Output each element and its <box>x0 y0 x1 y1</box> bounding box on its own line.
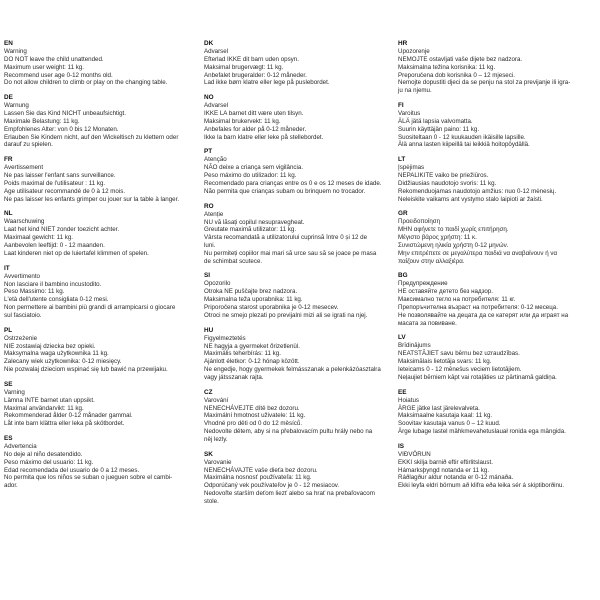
language-code: EE <box>398 388 407 396</box>
warning-title: Advarsel <box>204 48 229 55</box>
warning-title: Предупреждение <box>398 280 448 288</box>
language-code: SK <box>204 450 213 458</box>
warning-line: НЕ оставяйте детето без надзор. <box>398 288 493 296</box>
warning-block-de <box>4 94 196 149</box>
warning-line: ju na njemu. <box>398 87 432 95</box>
warning-line: Neļaujiet bērniem kāpt vai rotaļāties uz pārtinamā galdiņa. <box>398 373 557 381</box>
warning-line: ΜΗΝ αφήνετε το παιδί χωρίς επιτήρηση. <box>398 226 509 234</box>
warning-line: NENECHÁVAJTE vaše dieťa bez dozoru. <box>204 466 318 474</box>
warning-line: Maximaal gewicht: 11 kg. <box>4 234 74 242</box>
warning-line: Age utilisateur recommandé de 0 à 12 mois. <box>4 187 126 195</box>
warning-line: Ärge lubage lastel mähkmevahetuslauał ronida ega mängida. <box>398 427 566 435</box>
warning-title: Varning <box>4 388 25 396</box>
warning-line: Neleiskite vaikams ant vystymo stalo laipioti ar žaisti. <box>398 195 543 203</box>
warning-line: Maksimalna teža uporabnika: 11 kg. <box>204 296 303 304</box>
warning-line: Maximálna nosnosť používateľa: 11 kg. <box>204 474 312 482</box>
warning-line: Priporočena starost uporabnika je 0-12 mesecev. <box>204 303 339 311</box>
warning-line: Preporučena dob korisnika 0 – 12 mjeseci. <box>398 71 515 79</box>
language-code: FI <box>398 101 404 109</box>
warning-line: NEMOJTE ostavljati vaše dijete bez nadzora. <box>398 56 523 63</box>
warning-line: Vhodné pro děti od 0 do 12 měsíců. <box>204 420 303 428</box>
language-code: BG <box>398 272 408 280</box>
language-code: EN <box>4 40 13 47</box>
column-middle <box>204 40 388 512</box>
warning-line: Älä anna lasten kiipeillä tai leikkiä hoitopöydällä. <box>398 141 530 149</box>
warning-line: Otroka NE puščajte brez nadzora. <box>204 288 298 296</box>
warning-line: Hámarksþyngd notanda er 11 kg. <box>398 466 490 474</box>
warning-line: sul fasciatoio. <box>4 311 42 319</box>
warning-title: Hoiatus <box>398 396 419 404</box>
warning-line: Aanbevolen leeftijd: 0 - 12 maanden. <box>4 241 105 249</box>
language-code: SI <box>204 272 211 280</box>
warning-title: Waarschuwing <box>4 218 45 226</box>
warning-line: ador. <box>4 482 18 490</box>
warning-line: Non permettere ai bambini più grandi di arrampicarsi o giocare <box>4 303 176 311</box>
warning-title: Varování <box>204 396 229 404</box>
warning-line: Lämna INTE barnet utan uppsikt. <box>4 396 95 404</box>
warning-title: Advarsel <box>204 102 229 110</box>
warning-line: ÄLÄ jätä lapsia valvomatta. <box>398 117 473 125</box>
warning-title: Varoitus <box>398 109 421 117</box>
warning-line: Maksimalna težina korisnika: 11 kg. <box>398 63 496 71</box>
language-code: ES <box>4 434 13 442</box>
warning-title: Atenção <box>204 156 227 164</box>
warning-block-pl <box>4 327 196 374</box>
warning-block-es <box>4 435 196 490</box>
warning-line: něj lezly. <box>204 435 228 443</box>
warning-line: Препоръчителна възраст на потребителя: 0-12 месеца. <box>398 303 558 311</box>
warning-title: Προειδοποίηση <box>398 218 441 226</box>
warning-line: Ajánlott életkor: 0-12 hónap között. <box>204 358 300 366</box>
warning-title: Figyelmeztetés <box>204 334 246 342</box>
warning-line: L'età dell'utente consigliata 0-12 mesi. <box>4 296 109 304</box>
warning-block-it <box>4 265 196 320</box>
warning-line: Recommend user age 0-12 months old. <box>4 71 113 79</box>
warning-line: Erlauben Sie Kindern nicht, auf den Wickeltisch zu klettern oder <box>4 133 179 141</box>
warning-line: Efterlad IKKE dit barn uden opsyn. <box>204 56 299 63</box>
language-code: FR <box>4 156 13 164</box>
warning-block-dk <box>204 40 388 87</box>
warning-line: Ekki leyfa eldri börnum að klifra eða leika sér á skiptiborðinu. <box>398 482 565 490</box>
warning-line: Empfohlenes Alter: von 0 bis 12 Monaten. <box>4 125 119 133</box>
warning-title: Upozorenje <box>398 48 430 55</box>
warning-block-nl <box>4 210 196 257</box>
language-code: HU <box>204 326 214 334</box>
warning-line: Максимално тегло на потребителя: 11 кг. <box>398 296 516 304</box>
warning-title: Warning <box>4 48 27 55</box>
warning-line: EKKI skilja barnið eftir eftirlitslaust. <box>398 458 493 466</box>
warning-line: Ikke la barn klatre eller leke på stellebordet. <box>204 133 324 141</box>
warning-line: Lad ikke børn klatre eller lege på puslebordet. <box>204 79 330 87</box>
warning-block-gr <box>398 210 596 265</box>
language-code: DK <box>204 40 214 47</box>
warning-line: NEATSTĀJIET savu bērnu bez uzraudzības. <box>398 350 520 358</box>
warning-title: Opozorilo <box>204 280 231 288</box>
warning-line: масата за повиване. <box>398 319 457 327</box>
warning-line: Μην επιτρέπετε σε μεγαλύτερα παιδιά να αναβαίνουν ή να <box>398 249 558 257</box>
warning-line: Maksimālais lietotāja svars: 11 kg. <box>398 358 492 366</box>
warning-line: Recomendado para crianças entre os 0 e os 12 meses de idade. <box>204 179 382 187</box>
warning-line: Laat kinderen niet op de luiertafel klimmen of spelen. <box>4 249 149 257</box>
warning-line: Maximum user weight: 11 kg. <box>4 63 85 71</box>
warning-line: Maximální hmotnost uživatele: 11 kg. <box>204 412 306 420</box>
warning-line: NENECHÁVEJTE dítě bez dozoru. <box>204 404 300 412</box>
warning-block-bg <box>398 272 596 327</box>
language-code: PT <box>204 148 213 156</box>
warning-line: Ne engedje, hogy gyermekek felmásszanak a pelenkázóasztalra <box>204 365 381 373</box>
warning-line: NÃO deixe a criança sem vigilância. <box>204 164 304 172</box>
warning-line: Maksimal brukervekt: 11 kg. <box>204 117 281 125</box>
language-code: NL <box>4 210 13 218</box>
language-code: DE <box>4 94 13 102</box>
warning-line: Peso máximo do utilizador: 11 kg. <box>204 172 297 180</box>
warning-block-no <box>204 94 388 141</box>
warning-line: Maksimal brugervægt: 11 kg. <box>204 63 284 71</box>
warning-block-cz <box>204 389 388 444</box>
column-left <box>4 40 196 497</box>
warning-line: Maximális teherbírás: 11 kg. <box>204 350 281 358</box>
warning-title: Atenție <box>204 210 224 218</box>
language-code: PL <box>4 326 13 334</box>
warning-line: Non lasciare il bambino incustodito. <box>4 280 102 288</box>
warning-line: Nemojte dopustiti djeci da se penju na stol za previjanje ili igra- <box>398 79 571 87</box>
warning-line: No permita que los niños se suban o jueguen sobre el cambi- <box>4 474 173 482</box>
warning-block-lv <box>398 334 596 381</box>
language-code: CZ <box>204 388 213 396</box>
warning-line: Vârsta recomandată a utilizatorului cuprinsă între 0 și 12 de <box>204 234 368 242</box>
language-code: RO <box>204 202 214 210</box>
warning-line: Maksimaalne kasutaja kaal: 11 kg. <box>398 412 493 420</box>
warning-line: Maximal användarvikt: 11 kg. <box>4 404 84 412</box>
language-code: NO <box>204 94 214 102</box>
warning-line: de schimbat scutece. <box>204 257 263 265</box>
warning-title: Warnung <box>4 102 29 110</box>
language-code: LV <box>398 334 406 342</box>
warning-block-sk <box>204 451 388 506</box>
warning-block-hr <box>398 40 596 95</box>
warning-block-fi <box>398 102 596 149</box>
warning-line: Låt inte barn klättra eller leka på skötbordet. <box>4 420 125 428</box>
warning-line: Nu permiteți copiilor mai mari să urce sau să se joace pe masa <box>204 249 377 257</box>
warning-line: Не позволявайте на децата да се катерят или да играят на <box>398 311 569 319</box>
warning-line: Nie pozwalaj dzieciom wspinać się lub bawić na przewijaku. <box>4 365 168 373</box>
warning-block-lt <box>398 156 596 203</box>
warning-line: Nedovoľte starším deťom liezť alebo sa hrať na prebaľovacom <box>204 489 375 497</box>
warning-line: IKKE LA barnet ditt være uten tilsyn. <box>204 110 304 118</box>
warning-line: Rekommenderad ålder 0-12 månader gammal. <box>4 412 133 420</box>
warning-line: Soovitav kasutaja vanus 0 – 12 kuud. <box>398 420 501 428</box>
warning-title: Advertencia <box>4 442 37 450</box>
language-code: HR <box>398 40 408 47</box>
language-code: IS <box>398 442 405 450</box>
warning-line: Ne pas laisser l'enfant sans surveillance. <box>4 172 116 180</box>
language-code: IT <box>4 264 10 272</box>
warning-line: Didžiausias naudotojo svoris: 11 kg. <box>398 179 497 187</box>
language-code: LT <box>398 156 406 164</box>
warning-title: Brīdinājums <box>398 342 431 350</box>
warning-block-pt <box>204 148 388 195</box>
warning-title: Įspėjimas <box>398 164 425 172</box>
warning-line: darauf zu spielen. <box>4 141 53 149</box>
warning-line: Do not allow children to climb or play on the changing table. <box>4 79 168 87</box>
warning-line: Não permita que crianças subam ou brinquem no trocador. <box>204 187 366 195</box>
warning-line: Anbefalet brugeralder: 0-12 måneder. <box>204 71 307 79</box>
warning-line: Suositeltaan 0 - 12 kuukauden ikäisille lapsille. <box>398 133 526 141</box>
warning-line: Maximale Belastung: 11 kg. <box>4 117 80 125</box>
warning-line: NU vă lăsați copilul nesupravegheat. <box>204 218 305 226</box>
column-right <box>398 40 596 497</box>
warning-line: DO NOT leave the child unattended. <box>4 56 104 63</box>
warning-line: Ráðlagður aldur notanda er 0-12 mánaða. <box>398 474 514 482</box>
warning-line: Poids maximal de l'utilisateur : 11 kg. <box>4 179 106 187</box>
warning-line: Ne pas laisser les enfants grimper ou jouer sur la table à langer. <box>4 195 180 203</box>
warning-line: Peso máximo del usuario: 11 kg. <box>4 458 94 466</box>
warning-line: Edad recomendada del usuario de 0 a 12 meses. <box>4 466 140 474</box>
warning-block-is <box>398 443 596 490</box>
warning-block-en <box>4 40 196 87</box>
warning-line: Suurin käyttäjän paino: 11 kg. <box>398 125 480 133</box>
warning-line: No deje al niño desatendido. <box>4 450 83 458</box>
warning-block-fr <box>4 156 196 203</box>
warning-block-se <box>4 381 196 428</box>
language-code: SE <box>4 380 13 388</box>
warning-line: ÄRGE jätke last järelevalveta. <box>398 404 480 412</box>
warning-block-ee <box>398 389 596 436</box>
warning-line: Μέγιστο βάρος χρήστη: 11 κ. <box>398 234 477 242</box>
warning-line: παίζουν στην αλλαξιέρα. <box>398 257 465 265</box>
warning-title: Varovanie <box>204 458 232 466</box>
warning-title: VIÐVÖRUN <box>398 450 431 458</box>
warning-line: NE hagyja a gyermeket őrizetlenül. <box>204 342 300 350</box>
warning-line: vagy játsszanak rajta. <box>204 373 264 381</box>
warning-line: Zalecany wiek użytkownika: 0-12 miesięcy. <box>4 358 122 366</box>
warning-line: Lassen Sie das Kind NICHT unbeaufsichtigt. <box>4 110 126 118</box>
warning-line: Anbefales for alder på 0-12 måneder. <box>204 125 307 133</box>
warning-line: NIE zostawiaj dziecka bez opieki. <box>4 342 96 350</box>
warning-line: Peso Massimo: 11 kg. <box>4 288 65 296</box>
warning-block-ro <box>204 203 388 266</box>
warning-line: Greutate maximă utilizator: 11 kg. <box>204 226 297 234</box>
warning-line: stole. <box>204 497 219 505</box>
warning-line: Laat het kind NIET zonder toezicht achter. <box>4 226 120 234</box>
warning-block-hu <box>204 327 388 382</box>
warning-line: Ieteicams 0 - 12 mēnešus veciem lietotājiem. <box>398 365 522 373</box>
warning-line: luni. <box>204 241 216 249</box>
warning-title: Avertissement <box>4 164 44 172</box>
warning-title: Ostrzeżenie <box>4 334 38 342</box>
warning-line: Rekomenduojamas naudotojo amžius: nuo 0-12 mėnesių. <box>398 187 557 195</box>
warning-block-si <box>204 272 388 319</box>
warning-line: Odporúčaný vek používateľov je 0 - 12 mesiacov. <box>204 482 340 490</box>
warning-line: Maksymalna waga użytkownika 11 kg. <box>4 350 109 358</box>
warning-line: Συνιστώμενη ηλικία χρήστη 0-12 μηνών. <box>398 241 509 249</box>
warning-line: NEPALIKITE vaiko be priežiūros. <box>398 172 489 180</box>
language-code: GR <box>398 210 408 218</box>
warning-line: Otroci ne smejo plezati po previjalni mizi ali se igrati na njej. <box>204 311 368 319</box>
warning-title: Avvertimento <box>4 272 40 280</box>
warning-line: Nedovolte dětem, aby si na přebalovacím pultu hrály nebo na <box>204 427 373 435</box>
